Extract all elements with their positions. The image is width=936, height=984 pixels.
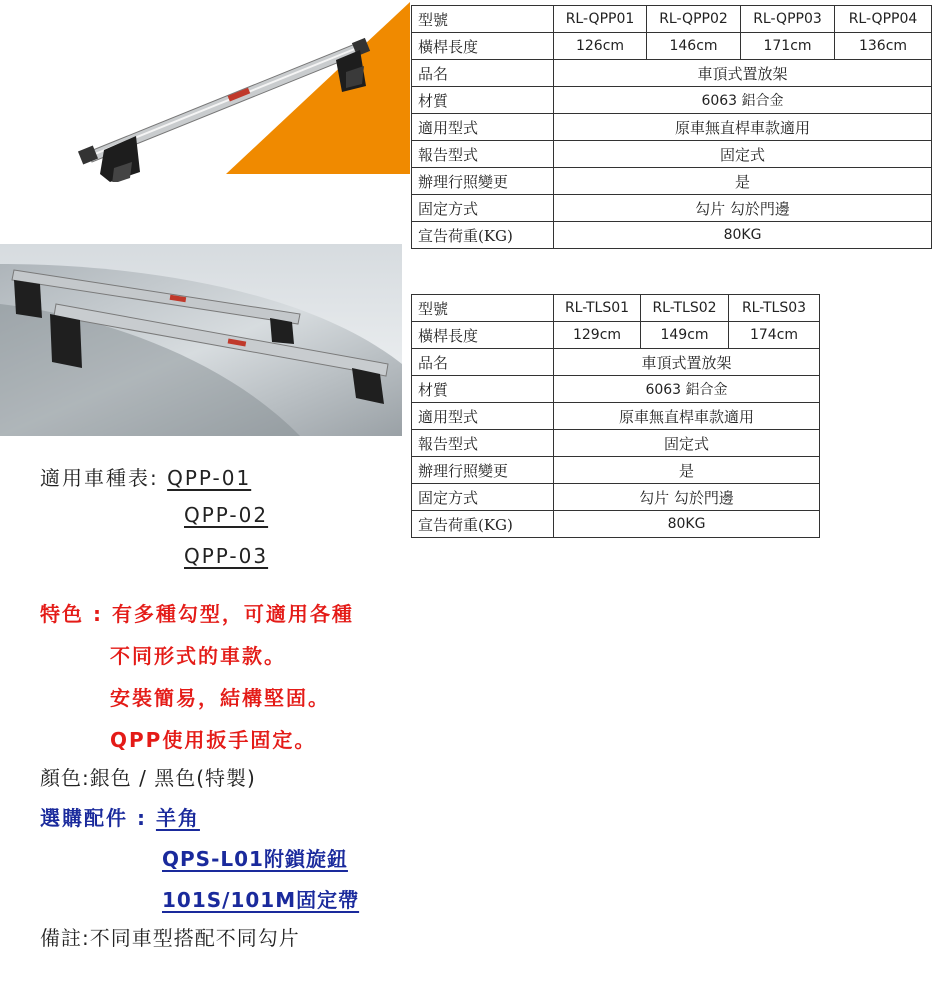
row-label: 適用型式 [412,114,554,141]
row-label: 材質 [412,87,554,114]
row-label: 橫桿長度 [412,33,554,60]
accessory-link[interactable]: QPS-L01附鎖旋鈕 [162,847,348,871]
length-cell: 149cm [641,322,729,349]
accessory-link[interactable]: 羊角 [155,806,200,830]
row-label: 報告型式 [412,430,554,457]
table-row [412,87,932,114]
model-cell: RL-QPP02 [647,6,741,33]
table-row [412,168,932,195]
table-row [412,349,820,376]
table-row [412,457,820,484]
features-label: 特色 : [40,602,112,626]
roof-rack-product-image [70,2,410,182]
row-value: 固定式 [554,430,820,457]
row-value: 車頂式置放架 [554,349,820,376]
spec-table-qpp [411,5,932,249]
row-value: 是 [554,457,820,484]
feature-text: 安裝簡易，結構堅固。 [110,686,330,710]
table-row [412,60,932,87]
row-value: 6063 鋁合金 [554,87,932,114]
length-cell: 171cm [741,33,835,60]
spec-table-tls [411,294,820,538]
table-row [412,6,932,33]
row-label: 品名 [412,349,554,376]
table-row [412,295,820,322]
row-label: 辦理行照變更 [412,168,554,195]
row-value: 80KG [554,511,820,538]
row-label: 型號 [412,6,554,33]
row-value: 原車無直桿車款適用 [554,403,820,430]
table-row [412,484,820,511]
table-row [412,114,932,141]
note-line: 備註:不同車型搭配不同勾片 [40,926,300,950]
row-value: 6063 鋁合金 [554,376,820,403]
row-label: 品名 [412,60,554,87]
compat-model-link[interactable]: QPP-03 [184,544,269,568]
row-label: 型號 [412,295,554,322]
table-row [412,322,820,349]
compat-label: 適用車種表: [40,466,159,490]
row-value: 80KG [554,222,932,249]
table-row [412,430,820,457]
row-value: 勾片 勾於門邊 [554,484,820,511]
row-label: 宣告荷重(KG) [412,222,554,249]
length-cell: 146cm [647,33,741,60]
feature-text: 有多種勾型，可適用各種 [111,602,354,626]
model-cell: RL-QPP04 [835,6,932,33]
row-label: 辦理行照變更 [412,457,554,484]
table-row [412,376,820,403]
row-value: 車頂式置放架 [554,60,932,87]
model-cell: RL-QPP01 [554,6,647,33]
row-label: 報告型式 [412,141,554,168]
model-cell: RL-TLS02 [641,295,729,322]
features-line [40,598,354,627]
row-label: 固定方式 [412,195,554,222]
row-label: 橫桿長度 [412,322,554,349]
row-label: 宣告荷重(KG) [412,511,554,538]
feature-text: 不同形式的車款。 [110,644,286,668]
row-label: 適用型式 [412,403,554,430]
model-cell: RL-TLS01 [554,295,641,322]
car-roof-installation-image [0,244,402,436]
row-label: 材質 [412,376,554,403]
accessories-label: 選購配件 : [40,806,156,830]
row-value: 原車無直桿車款適用 [554,114,932,141]
compat-line [40,462,251,491]
length-cell: 129cm [554,322,641,349]
row-value: 勾片 勾於門邊 [554,195,932,222]
table-row [412,141,932,168]
table-row [412,33,932,60]
table-row [412,195,932,222]
row-value: 是 [554,168,932,195]
row-label: 固定方式 [412,484,554,511]
row-value: 固定式 [554,141,932,168]
compat-model-link[interactable]: QPP-02 [184,503,269,527]
table-row [412,403,820,430]
length-cell: 136cm [835,33,932,60]
accessory-link[interactable]: 101S/101M固定帶 [162,888,360,912]
table-row [412,511,820,538]
length-cell: 174cm [729,322,820,349]
model-cell: RL-TLS03 [729,295,820,322]
model-cell: RL-QPP03 [741,6,835,33]
length-cell: 126cm [554,33,647,60]
compat-model-link[interactable]: QPP-01 [167,466,252,490]
feature-text: QPP使用扳手固定。 [110,728,317,752]
color-line: 顏色:銀色 / 黑色(特製) [40,766,256,790]
table-row [412,222,932,249]
accessories-line [40,802,200,831]
